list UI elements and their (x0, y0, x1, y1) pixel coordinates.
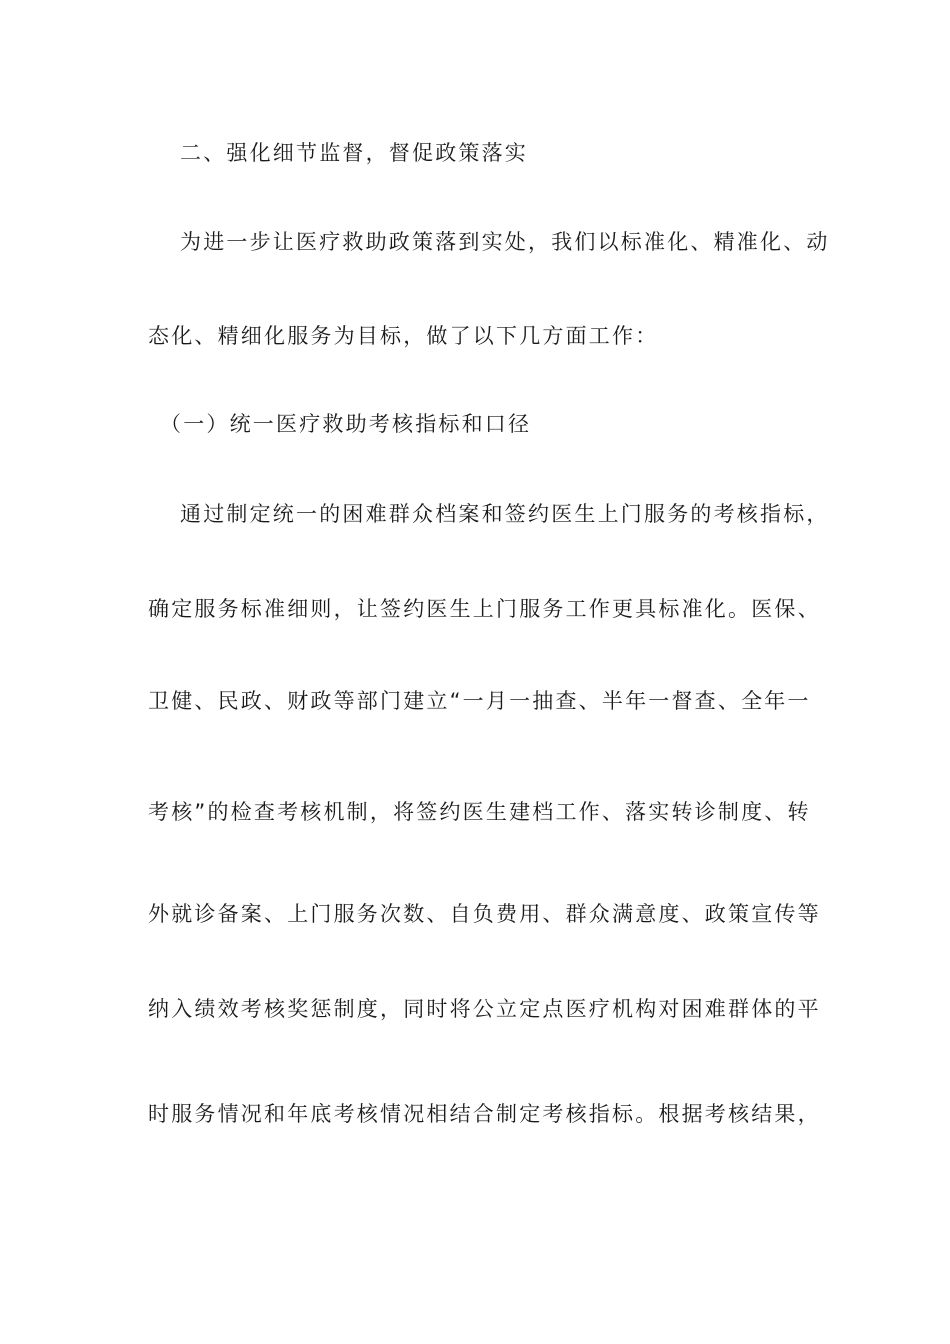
paragraph-line: 纳入绩效考核奖惩制度，同时将公立定点医疗机构对困难群体的平 (148, 997, 821, 1021)
paragraph-line: 态化、精细化服务为目标，做了以下几方面工作： (148, 324, 659, 348)
section-heading: 二、强化细节监督，督促政策落实 (180, 141, 528, 165)
paragraph-line: 确定服务标准细则，让签约医生上门服务工作更具标准化。医保、 (148, 597, 821, 621)
paragraph-line: 时服务情况和年底考核情况相结合制定考核指标。根据考核结果， (148, 1102, 821, 1126)
paragraph-line: 考核”的检查考核机制，将签约医生建档工作、落实转诊制度、转 (148, 800, 811, 824)
paragraph-line: 为进一步让医疗救助政策落到实处，我们以标准化、精准化、动 (180, 230, 830, 254)
paragraph-line: 外就诊备案、上门服务次数、自负费用、群众满意度、政策宣传等 (148, 902, 821, 926)
paragraph-line: 卫健、民政、财政等部门建立“一月一抽查、半年一督查、全年一 (148, 689, 811, 713)
paragraph-line: 通过制定统一的困难群众档案和签约医生上门服务的考核指标， (180, 502, 830, 526)
subsection-heading: （一）统一医疗救助考核指标和口径 (160, 412, 532, 436)
